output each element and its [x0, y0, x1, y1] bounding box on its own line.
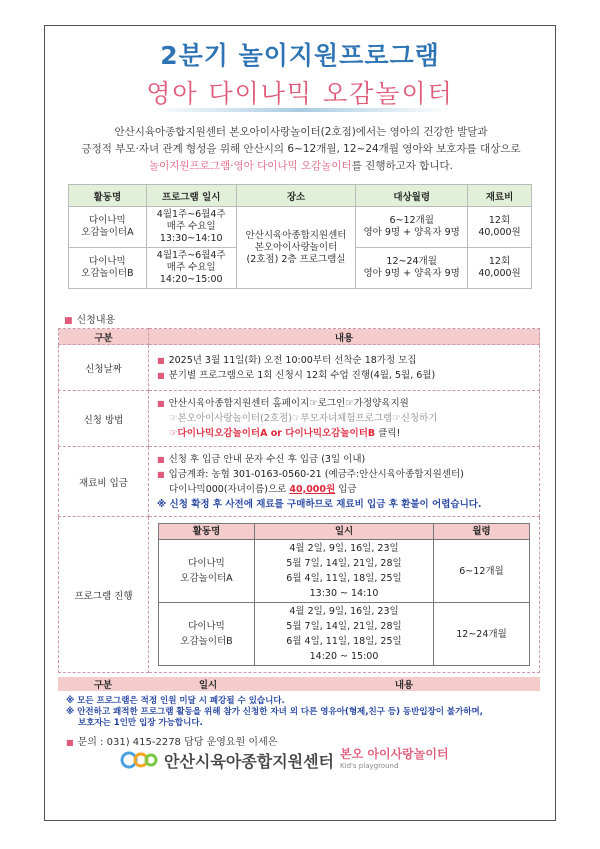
pink-bullet-icon: ■ — [157, 454, 165, 464]
table-row — [59, 517, 540, 673]
program-name: 다이나믹 오감놀이터B — [69, 248, 147, 289]
note-2: ※ 안전하고 쾌적한 프로그램 활동을 위해 참가 신청한 자녀 외 다른 영유아(형제,친구 등) 동반입장이 불가하며, — [66, 707, 483, 717]
footer-header-content: 내용 — [268, 677, 540, 691]
notes-extra — [66, 707, 540, 729]
footer-header-date: 일시 — [148, 677, 268, 691]
apply-fee-content: ■ 신청 후 입금 안내 문자 수신 후 입금 (3일 이내) ■ 입금계좌: 농협 301-0163-0560-21 (예금주:안산시육아종합지원센터) 다이나믹000(자녀이름)으로 40,000원 입금 ※ 신청 확정 후 사전에 재료를 구매하므로 재료비 입금 후 환불이 어렵습니다. — [149, 447, 540, 517]
pink-bullet-icon: ■ — [66, 738, 74, 747]
refund-warning: ※ 신청 확정 후 사전에 재료를 구매하므로 재료비 입금 후 환불이 어렵습니다. — [157, 498, 482, 510]
footer-header-category: 구분 — [58, 677, 148, 691]
program-fee: 12회 40,000원 — [468, 207, 532, 248]
intro-line-3-rest: 를 진행하고자 합니다. — [351, 160, 454, 172]
schedule-dates: 4월 2일, 9일, 16일, 23일 5월 7일, 14일, 21일, 28일 6월 4일, 11일, 18일, 25일 14:20 ~ 15:00 — [255, 603, 434, 666]
program-age: 6~12개월 영아 9명 + 양육자 9명 — [356, 207, 468, 248]
apply-section-label: ■ 신청내용 — [64, 315, 116, 326]
overview-header-name: 활동명 — [69, 185, 147, 207]
overview-table — [68, 184, 532, 289]
table-row — [59, 447, 540, 517]
playground-tagline: Kid's playground — [340, 762, 399, 770]
note-1: ※ 모든 프로그램은 적정 인원 미달 시 폐강될 수 있습니다. — [66, 696, 285, 706]
table-row — [59, 345, 540, 391]
program-select-link: ☞다이나믹오감놀이터A or 다이나믹오감놀이터B — [169, 428, 376, 439]
schedule-name: 다이나믹 오감놀이터B — [159, 603, 255, 666]
program-age: 12~24개월 영아 9명 + 양육자 9명 — [356, 248, 468, 289]
intro-line-2: 긍정적 부모·자녀 관계 형성을 위해 안산시의 6~12개월, 12~24개월 영아와 보호자를 대상으로 — [81, 143, 521, 155]
pink-bullet-icon: ■ — [157, 399, 165, 408]
page-title: 2분기 놀이지원프로그램 — [160, 41, 440, 70]
footer-header-bar — [58, 677, 540, 691]
apply-header-category: 구분 — [59, 329, 149, 345]
schedule-header-name: 활동명 — [159, 524, 255, 540]
program-name: 다이나믹 오감놀이터A — [69, 207, 147, 248]
intro-highlight: 놀이지원프로그램·영아 다이나믹 오감놀이터 — [148, 160, 352, 172]
center-logo — [120, 747, 480, 773]
intro-line-3 — [64, 158, 538, 175]
schedule-table — [158, 523, 530, 666]
schedule-dates: 4월 2일, 9일, 16일, 23일 5월 7일, 14일, 21일, 28일 6월 4일, 11일, 18일, 25일 13:30 ~ 14:10 — [255, 540, 434, 603]
apply-fee-key: 재료비 입금 — [59, 447, 149, 517]
overview-header-fee: 재료비 — [468, 185, 532, 207]
program-date: 4월1주~6월4주 매주 수요일 13:30~14:10 — [146, 207, 236, 248]
pink-bullet-icon: ■ — [157, 370, 165, 380]
program-date: 4월1주~6월4주 매주 수요일 14:20~15:00 — [146, 248, 236, 289]
apply-method-content: ■ 안산시육아종합지원센터 홈페이지☞로그인☞가정양육지원 ☞본오아이사랑놀이터(2호점)☞부모자녀체험프로그램☞신청하기 ☞다이나믹오감놀이터A or 다이나믹오감놀이터B 클릭! — [149, 391, 540, 447]
apply-progress-key: 프로그램 진행 — [59, 517, 149, 673]
square-bullet-icon: ■ — [64, 316, 73, 326]
schedule-header-age: 월령 — [434, 524, 530, 540]
title-underline — [150, 108, 450, 112]
intro-text — [64, 124, 538, 175]
schedule-age: 12~24개월 — [434, 603, 530, 666]
program-place: 안산시육아종합지원센터 본오아이사랑놀이터 (2호점) 2층 프로그램실 — [236, 207, 356, 289]
overview-header-age: 대상월령 — [356, 185, 468, 207]
apply-progress-content — [149, 517, 540, 673]
fee-amount: 40,000원 — [289, 483, 336, 495]
apply-date-key: 신청날짜 — [59, 345, 149, 391]
apply-table — [58, 328, 540, 673]
pink-bullet-icon: ■ — [157, 355, 165, 365]
intro-line-1: 안산시육아종합지원센터 본오아이사랑놀이터(2호점)에서는 영아의 건강한 발달과 — [114, 126, 488, 138]
table-row — [59, 391, 540, 447]
pink-bullet-icon: ■ — [157, 469, 165, 479]
schedule-header-date: 일시 — [255, 524, 434, 540]
page-subtitle: 영아 다이나믹 오감놀이터 — [146, 79, 454, 108]
center-logo-text: 안산시육아종합지원센터 — [164, 751, 335, 771]
overview-header-place: 장소 — [236, 185, 356, 207]
note-3: 보호자는 1인만 입장 가능합니다. — [78, 718, 203, 728]
contact-line: ■ 문의 : 031) 415-2278 담당 운영요원 이세은 — [66, 737, 278, 748]
center-logo-mark — [120, 749, 158, 771]
apply-header-content: 내용 — [149, 329, 540, 345]
schedule-age: 6~12개월 — [434, 540, 530, 603]
program-fee: 12회 40,000원 — [468, 248, 532, 289]
overview-header-date: 프로그램 일시 — [146, 185, 236, 207]
apply-date-content: ■ 2025년 3월 11일(화) 오전 10:00부터 선착순 18가정 모집 ■ 분기별 프로그램으로 1회 신청시 12회 수업 진행(4월, 5월, 6월) — [149, 345, 540, 391]
table-row — [69, 207, 532, 248]
schedule-name: 다이나믹 오감놀이터A — [159, 540, 255, 603]
apply-method-key: 신청 방법 — [59, 391, 149, 447]
playground-logo-text: 본오 아이사랑놀이터 — [340, 747, 449, 761]
table-row — [159, 540, 530, 603]
table-row — [159, 603, 530, 666]
